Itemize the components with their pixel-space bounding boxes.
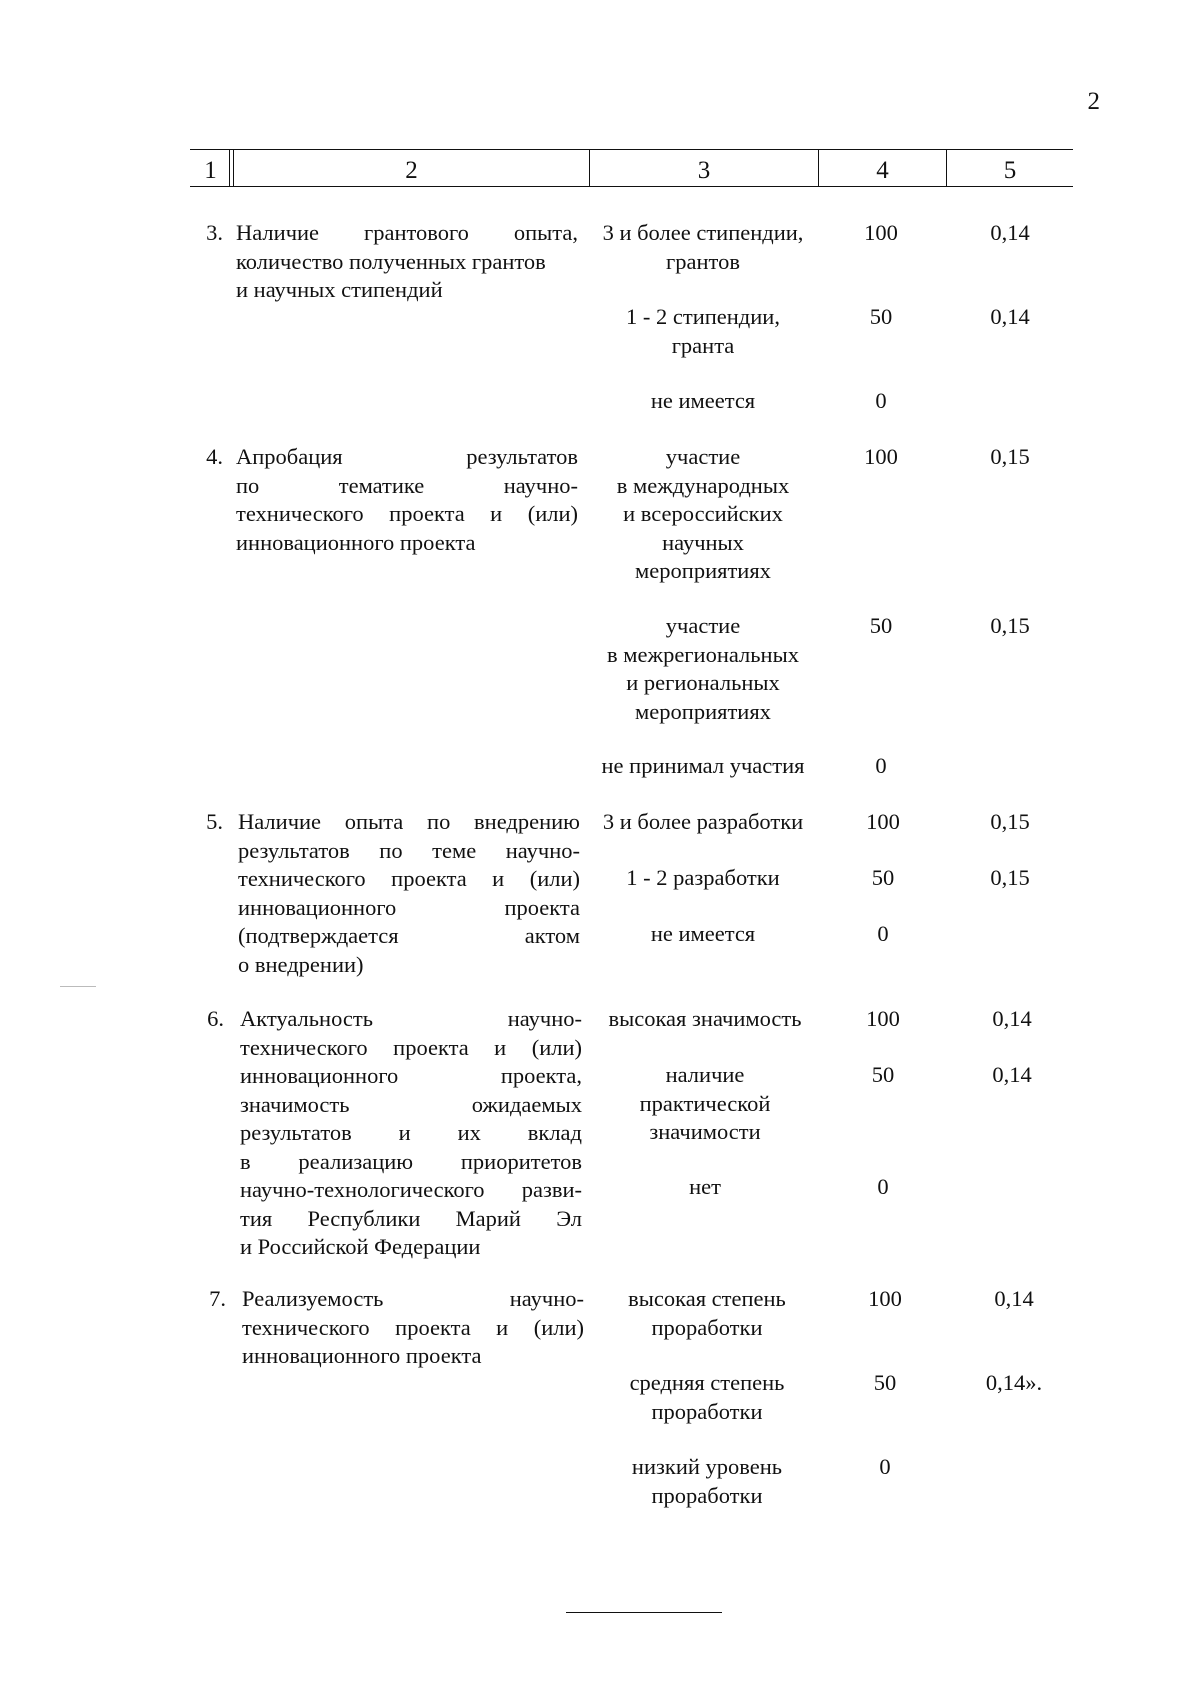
option-score: 0 (875, 388, 887, 413)
option-line: 1 - 2 разработки (626, 865, 780, 890)
option-line: средняя степень (629, 1370, 785, 1395)
row-number: 5. (206, 809, 223, 834)
option-score: 100 (864, 220, 898, 245)
criterion-line: инновационного проекта (238, 894, 580, 920)
criterion-line: Реализуемость научно- (242, 1286, 584, 1311)
option-line: в международных (616, 472, 790, 498)
option-text (580, 1061, 830, 1147)
criterion-line: значимость ожидаемых (240, 1091, 582, 1117)
option-line: нет (689, 1174, 721, 1199)
row-number: 4. (206, 444, 223, 469)
option-text (582, 1285, 832, 1342)
row-criterion (238, 808, 580, 979)
row-criterion (240, 1005, 582, 1262)
header-divider (229, 150, 230, 186)
option-text (582, 1369, 832, 1426)
option-score: 50 (869, 613, 893, 638)
option-weight: 0,14 (992, 1062, 1032, 1087)
option-weight: 0,14 (990, 220, 1030, 245)
header-cell: 1 (204, 157, 217, 184)
criterion-line: технического проекта и (или) (242, 1314, 584, 1340)
row-number: 7. (209, 1286, 226, 1311)
option-line: высокая степень (628, 1286, 786, 1311)
option-text (578, 920, 828, 949)
option-weight: 0,15 (990, 444, 1030, 469)
option-score: 0 (879, 1454, 891, 1479)
option-line: научных (662, 529, 744, 555)
option-line: значимости (649, 1119, 761, 1144)
option-line: наличие (665, 1062, 745, 1087)
option-text (580, 1173, 830, 1202)
option-line: проработки (651, 1482, 763, 1508)
option-line: практической (639, 1090, 771, 1116)
option-score: 0 (877, 1174, 889, 1199)
header-bottom-rule (190, 186, 1073, 187)
row-criterion (242, 1285, 584, 1371)
option-score: 50 (871, 865, 895, 890)
criterion-line: инновационного проекта (236, 529, 476, 555)
row-criterion (236, 219, 578, 305)
row-criterion (236, 443, 578, 557)
scan-mark (60, 986, 96, 987)
criterion-line: в реализацию приоритетов (240, 1148, 582, 1174)
option-score: 100 (864, 444, 898, 469)
option-weight: 0,15 (990, 613, 1030, 638)
option-weight: 0,14 (994, 1286, 1034, 1311)
option-line: не принимал участия (601, 753, 805, 778)
criterion-line: Актуальность научно- (240, 1006, 582, 1031)
option-weight: 0,14». (985, 1370, 1043, 1395)
option-text (578, 864, 828, 893)
option-line: и всероссийских (623, 501, 783, 526)
row-number: 6. (207, 1006, 224, 1031)
option-text (578, 612, 828, 726)
option-line: низкий уровень (631, 1454, 783, 1479)
criterion-line: технического проекта и (или) (238, 866, 580, 891)
option-score: 100 (866, 809, 900, 834)
option-score: 0 (877, 921, 889, 946)
option-score: 100 (868, 1286, 902, 1311)
option-score: 0 (875, 753, 887, 778)
header-cell: 5 (1003, 157, 1017, 184)
option-score: 50 (871, 1062, 895, 1087)
criterion-line: о внедрении) (238, 951, 364, 977)
option-weight: 0,14 (992, 1006, 1032, 1031)
option-weight: 0,15 (990, 809, 1030, 834)
criterion-line: технического проекта и (или) (240, 1034, 582, 1060)
option-text (582, 1453, 832, 1510)
option-line: 3 и более разработки (602, 809, 804, 834)
criterion-line: инновационного проекта, (240, 1063, 582, 1088)
option-line: высокая значимость (608, 1006, 802, 1031)
header-cell: 4 (876, 157, 889, 184)
option-text (578, 752, 828, 781)
option-text (580, 1005, 830, 1034)
option-text (578, 443, 828, 586)
option-line: грантов (666, 248, 740, 274)
criterion-line: технического проекта и (или) (236, 501, 578, 526)
option-line: гранта (671, 332, 735, 358)
criterion-line: Наличие опыта по внедрению (238, 809, 580, 834)
option-line: в межрегиональных (607, 641, 799, 667)
option-text (578, 303, 828, 360)
option-score: 100 (866, 1006, 900, 1031)
criterion-line: инновационного проекта (242, 1343, 482, 1368)
criterion-line: и Российской Федерации (240, 1234, 481, 1259)
option-score: 50 (869, 304, 893, 329)
option-text (578, 219, 828, 276)
criterion-line: по тематике научно- (236, 472, 578, 498)
option-line: мероприятиях (635, 698, 771, 724)
option-line: участие (665, 444, 741, 469)
option-score: 50 (873, 1370, 897, 1395)
header-top-rule (190, 149, 1073, 150)
header-cell: 2 (405, 157, 418, 184)
option-line: не имеется (650, 921, 756, 946)
option-line: мероприятиях (635, 558, 771, 583)
criterion-line: Наличие грантового опыта, (236, 220, 578, 245)
criterion-line: (подтверждается актом (238, 923, 580, 948)
criterion-line: Апробация результатов (236, 444, 578, 469)
row-number: 3. (206, 220, 223, 245)
option-line: проработки (651, 1398, 763, 1424)
criterion-line: и научных стипендий (236, 277, 443, 302)
option-line: участие (665, 613, 741, 638)
criterion-line: научно-технологического разви- (240, 1177, 582, 1202)
option-line: не имеется (650, 388, 756, 413)
criterion-line: результатов и их вклад (240, 1120, 582, 1145)
option-weight: 0,15 (990, 865, 1030, 890)
option-weight: 0,14 (990, 304, 1030, 329)
criterion-line: тия Республики Марий Эл (240, 1205, 582, 1231)
option-line: 1 - 2 стипендии, (626, 304, 780, 329)
closing-rule (566, 1612, 722, 1613)
option-text (578, 808, 828, 837)
page-number: 2 (1087, 88, 1100, 115)
option-line: проработки (651, 1314, 763, 1340)
criterion-line: количество полученных грантов (236, 248, 546, 274)
option-line: и региональных (626, 670, 780, 695)
option-text (578, 387, 828, 416)
header-cell: 3 (697, 157, 711, 184)
option-line: 3 и более стипендии, (602, 220, 804, 245)
criterion-line: результатов по теме научно- (238, 837, 580, 863)
